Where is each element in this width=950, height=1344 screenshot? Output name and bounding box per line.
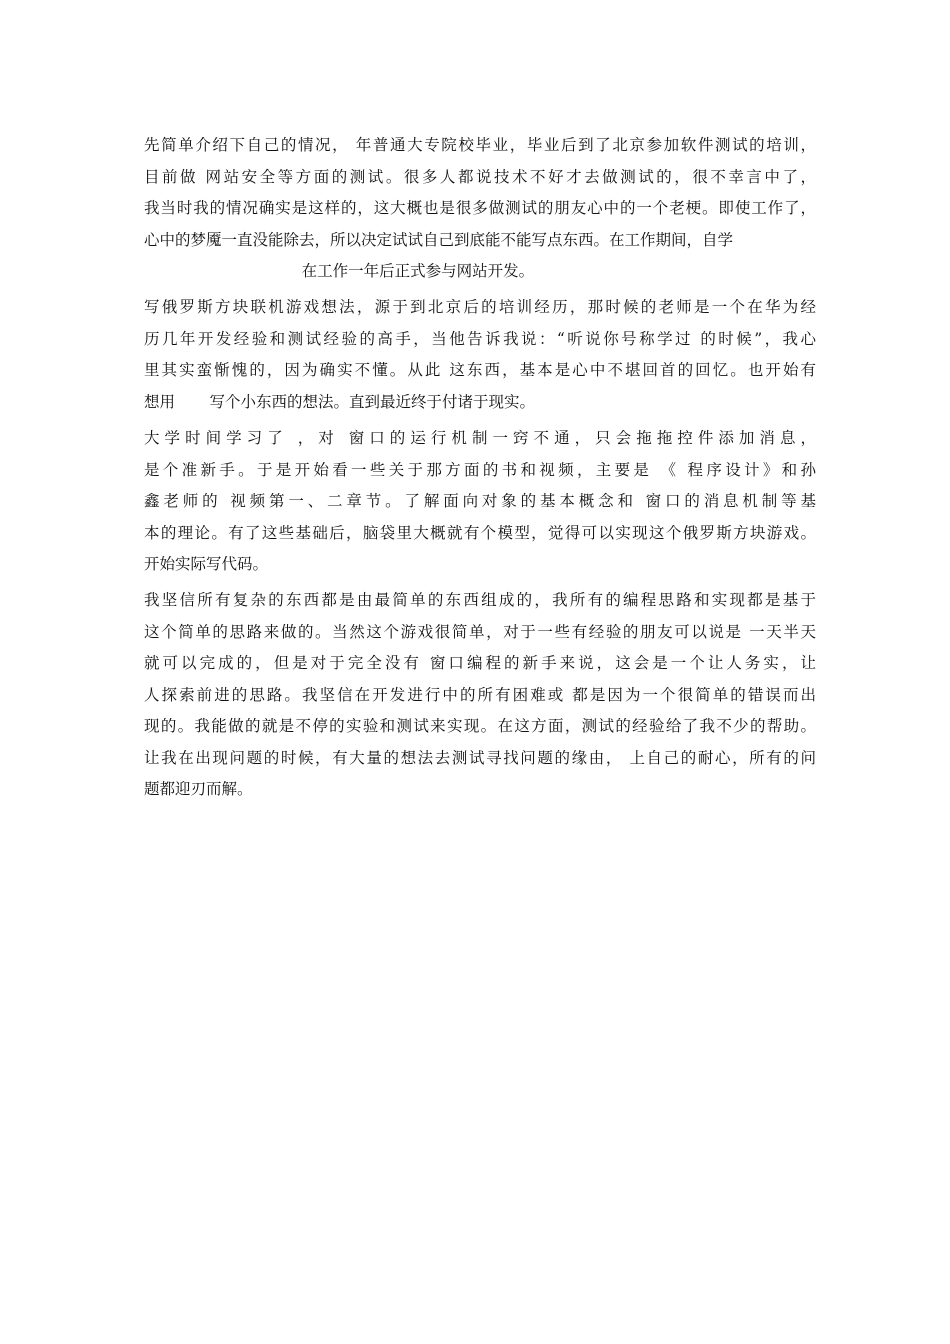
text-line: 历几年开发经验和测试经验的高手，当他告诉我说：“听说你号称学过 的时候”，我心 [144, 329, 816, 348]
text-line: 这个简单的思路来做的。当然这个游戏很简单，对于一些有经验的朋友可以说是 一天半天 [144, 622, 816, 641]
text-line: 心中的梦魇一直没能除去，所以决定试试自己到底能不能写点东西。在工作期间，自学 [144, 230, 734, 249]
paragraph-intro [144, 130, 816, 288]
text-line: 目前做 网站安全等方面的测试。很多人都说技术不好才去做测试的，很不幸言中了， [144, 167, 816, 186]
text-line: 人探索前进的思路。我坚信在开发进行中的所有困难或 都是因为一个很简单的错误而出 [144, 685, 816, 704]
text-line: 写俄罗斯方块联机游戏想法，源于到北京后的培训经历，那时候的老师是一个在华为经 [144, 298, 816, 316]
text-line: 是个准新手。于是开始看一些关于那方面的书和视频，主要是 《 程序设计》和孙 [144, 460, 816, 479]
text-line: 就可以完成的，但是对于完全没有 窗口编程的新手来说，这会是一个让人务实，让 [144, 654, 816, 672]
text-line: 想用 写个小东西的想法。直到最近终于付诸于现实。 [144, 392, 535, 411]
text-line: 我坚信所有复杂的东西都是由最简单的东西组成的，我所有的编程思路和实现都是基于 [144, 591, 816, 609]
text-line: 让我在出现问题的时候，有大量的想法去测试寻找问题的缘由， 上自己的耐心，所有的问 [144, 748, 816, 767]
text-line: 题都迎刃而解。 [144, 780, 253, 798]
text-line: 开始实际写代码。 [144, 555, 269, 573]
text-line: 大学时间学习了 ，对 窗口的运行机制一窍不通，只会拖拖控件添加消息， [144, 429, 816, 447]
paragraph-learning [144, 423, 816, 581]
text-line: 在工作一年后正式参与网站开发。 [144, 262, 535, 280]
paragraph-motivation [144, 292, 816, 418]
text-line: 本的理论。有了这些基础后，脑袋里大概就有个模型，觉得可以实现这个俄罗斯方块游戏。 [144, 523, 816, 542]
text-line: 现的。我能做的就是不停的实验和测试来实现。在这方面，测试的经验给了我不少的帮助。 [144, 717, 816, 735]
paragraph-philosophy [144, 585, 816, 806]
text-line: 里其实蛮惭愧的，因为确实不懂。从此 这东西，基本是心中不堪回首的回忆。也开始有 [144, 361, 816, 379]
text-line: 鑫老师的 视频第一、二章节。了解面向对象的基本概念和 窗口的消息机制等基 [144, 492, 816, 510]
text-line: 我当时我的情况确实是这样的，这大概也是很多做测试的朋友心中的一个老梗。即使工作了， [144, 199, 816, 217]
text-line: 先简单介绍下自己的情况， 年普通大专院校毕业，毕业后到了北京参加软件测试的培训， [144, 136, 816, 154]
